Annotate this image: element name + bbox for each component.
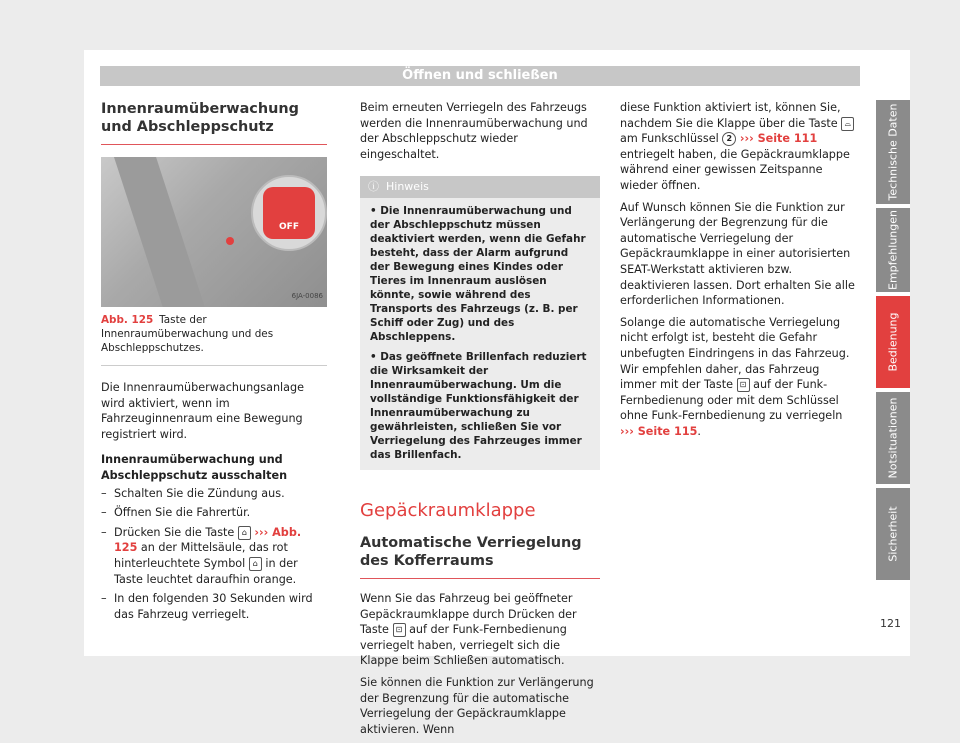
lock-icon: ⊡	[737, 378, 750, 392]
off-button-housing	[251, 175, 327, 251]
tab-label: Sicherheit	[886, 506, 900, 562]
car-monitor-icon: ⌂	[238, 526, 251, 540]
info-icon: ⓘ	[368, 180, 379, 194]
off-button	[263, 187, 315, 239]
column-3	[620, 100, 858, 445]
section-heading-autolock: Automatische Verriegelung des Kofferraums	[360, 534, 600, 579]
note-bullet: • Die Innenraumüberwachung und der Abschleppschutz müssen deaktiviert werden, wenn die Gefahr besteht, dass der Alarm aufgrund der Bewegung eines Kindes oder Tieres im Innenraum auslösen könnte, sowie während des Transports des Fahrzeugs (z. B. per Schiff oder Zug) und des Abschleppens.	[370, 204, 586, 343]
paragraph: Beim erneuten Verriegeln des Fahrzeugs werden die Innenraumüberwachung und der Abschleppschutz wieder eingeschaltet.	[360, 101, 588, 161]
off-button-label: OFF	[279, 222, 299, 232]
list-item: – Schalten Sie die Zündung aus.	[101, 486, 327, 502]
trunk-icon: ⌓	[841, 117, 854, 131]
page-header: Öffnen und schließen	[100, 66, 860, 86]
tab-technische-daten[interactable]	[876, 100, 910, 204]
lock-icon: ⊡	[393, 623, 406, 637]
paragraph	[360, 591, 600, 669]
tab-label: Notsituationen	[886, 397, 900, 479]
paragraph: Auf Wunsch können Sie die Funktion zur Verlängerung der Begrenzung für die automatische Verriegelung der Gepäckraumklappe in einer autorisierten SEAT-Werkstatt aktivieren bzw. deaktivieren lassen. Dort erhalten Sie alle erforderlichen Informationen.	[620, 200, 855, 308]
list-item	[101, 525, 327, 587]
figure-caption-text: Taste der Innenraumüberwachung und des Abschleppschutzes.	[101, 314, 274, 354]
page-reference-link[interactable]: ››› Seite 115	[620, 424, 698, 438]
paragraph-text: .	[697, 424, 701, 438]
step-text: Drücken Sie die Taste	[114, 525, 235, 539]
section-title-trunk: Gepäckraumklappe	[360, 499, 536, 521]
note-box	[360, 176, 600, 470]
tab-sicherheit[interactable]	[876, 488, 910, 580]
figure-reference-link[interactable]: ››› Abb. 125	[114, 525, 302, 555]
column-1	[101, 100, 327, 626]
tab-label: Empfehlungen	[886, 210, 900, 290]
paragraph-text: diese Funktion aktiviert ist, können Sie, nachdem Sie die Klappe über die Taste	[620, 101, 841, 130]
paragraph: Sie können die Funktion zur Verlängerung der Begrenzung für die automatische Verriegelung der Gepäckraumklappe aktivieren. Wenn	[360, 675, 594, 736]
callout-number: 2	[722, 132, 736, 146]
paragraph-text: Wenn Sie das Fahrzeug bei geöffneter Gepäckraumklappe durch Drücken der Taste	[360, 591, 577, 637]
figure-125-image	[101, 157, 327, 307]
tab-bedienung[interactable]	[876, 296, 910, 388]
paragraph-text: Solange die automatische Verriegelung nicht erfolgt ist, besteht die Gefahr unbefugten Eindringens in das Fahrzeug. Wir empfehlen daher, das Fahrzeug immer mit der Taste	[620, 315, 850, 392]
paragraph-text: auf der Funk-Fernbedienung verriegelt haben, verriegelt sich die Klappe beim Schließen automatisch.	[360, 623, 567, 668]
section-heading-monitoring: Innenraumüberwachung und Abschleppschutz	[101, 100, 327, 145]
note-header	[360, 176, 600, 198]
subheading-deactivate: Innenraumüberwachung und Abschleppschutz ausschalten	[101, 453, 288, 482]
page-number: 121	[880, 617, 901, 630]
page-reference-link[interactable]: ››› Seite 111	[739, 132, 818, 146]
tab-empfehlungen[interactable]	[876, 208, 910, 292]
intro-paragraph: Die Innenraumüberwachungsanlage wird aktiviert, wenn im Fahrzeuginnenraum eine Bewegung registriert wird.	[101, 381, 304, 441]
tab-notsituationen[interactable]	[876, 392, 910, 484]
figure-caption	[101, 313, 327, 366]
step-text: an der Mittelsäule, das rot hinterleuchtete Symbol	[114, 541, 288, 570]
car-monitor-icon: ⌂	[249, 557, 262, 571]
note-bullet: • Das geöffnete Brillenfach reduziert die Wirksamkeit der Innenraumüberwachung. Um die vollständige Funktionsfähigkeit der Innenraumüberwachung zu gewährleisten, schließen Sie vor Verriegelung des Fahrzeuges immer das Brillenfach.	[370, 350, 587, 461]
column-2	[360, 100, 600, 743]
paragraph-text: auf der Funk-Fernbedienung oder mit dem Schlüssel ohne Funk-Fernbedienung zu verriegeln	[620, 378, 843, 423]
list-item: – Öffnen Sie die Fahrertür.	[101, 505, 327, 521]
list-item: – In den folgenden 30 Sekunden wird das Fahrzeug verriegelt.	[101, 591, 327, 622]
tab-label: Bedienung	[886, 312, 900, 372]
paragraph-text: entriegelt haben, die Gepäckraumklappe während einer gewissen Zeitspanne wieder öffnen.	[620, 147, 850, 192]
figure-code: 6JA-0086	[291, 292, 323, 301]
pillar-shape	[111, 157, 211, 307]
indicator-led	[226, 237, 234, 245]
tab-label: Technische Daten	[886, 103, 900, 201]
paragraph-text: am Funkschlüssel	[620, 132, 719, 146]
figure-label: Abb. 125	[101, 314, 154, 326]
paragraph	[620, 100, 858, 194]
step-text: in der Taste leuchtet daraufhin orange.	[114, 556, 298, 586]
note-title: Hinweis	[386, 180, 429, 194]
steps-list	[101, 486, 327, 623]
paragraph	[620, 315, 858, 440]
